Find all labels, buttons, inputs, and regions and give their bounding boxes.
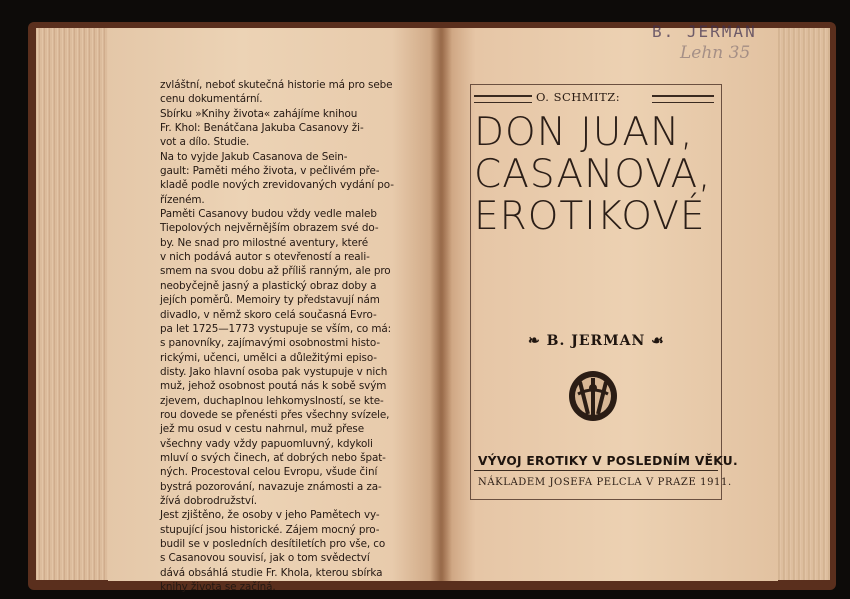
publisher-logo-icon (566, 368, 620, 424)
subtitle-rule (474, 470, 718, 471)
book-subtitle: VÝVOJ EROTIKY V POSLEDNÍM VĚKU. (478, 454, 738, 468)
text-line: kladě podle nových zrevidovaných vydání po- (160, 179, 394, 192)
text-line: Fr. Khol: Benátčana Jakuba Casanovy ži- (160, 122, 364, 135)
text-line: Tiepolových nejvěrnějším obrazem své do- (160, 222, 379, 235)
text-line: stupující jsou historické. Zájem mocný pro- (160, 523, 380, 536)
pencil-annotation: Lehn 35 (680, 43, 751, 63)
title-line-2: CASANOVA, (474, 152, 712, 197)
text-line: muž, jehož osobnost poutá nás k sobě svým (160, 380, 387, 393)
text-line: zjevem, duchaplnou lehkomyslností, se kte- (160, 394, 384, 407)
text-line: Na to vyjde Jakub Casanova de Sein- (160, 150, 348, 163)
translator-name: B. JERMAN (546, 333, 646, 349)
book-gutter (430, 28, 452, 581)
text-line: žívá dobrodružství. (160, 494, 257, 507)
text-line: knihy života se začíná. (160, 581, 276, 594)
title-line-1: DON JUAN, (474, 110, 694, 155)
text-line: neobyčejně jasný a plastický obraz doby a (160, 279, 377, 292)
text-line: disty. Jako hlavní osoba pak vystupuje v nich (160, 365, 388, 378)
author-rule-right (652, 95, 714, 103)
text-line: pa let 1725—1773 vystupuje se vším, co má: (160, 322, 392, 335)
publisher-imprint: NÁKLADEM JOSEFA PELCLA V PRAZE 1911. (478, 477, 732, 488)
text-line: gault: Paměti mého života, v pečlivém pře- (160, 165, 380, 178)
text-line: ných. Procestoval celou Evropu, všude činí (160, 466, 378, 479)
text-line: smem na svou dobu až příliš ranným, ale pro (160, 265, 391, 278)
text-line: řízeném. (160, 193, 205, 206)
text-line: bystrá pozorování, navazuje známosti a za- (160, 480, 382, 493)
text-line: budil se v posledních desítiletích pro vše, co (160, 538, 386, 550)
text-line: dává obsáhlá studie Fr. Khola, kterou sbírka (160, 566, 383, 579)
text-line: v nich podává autor s otevřeností a reali- (160, 251, 370, 264)
text-line: rou dovede se přenésti přes všechny svízele, (160, 408, 390, 421)
text-line: s panovníky, zajímavými osobnostmi histo- (160, 337, 380, 350)
author-rule-left (474, 95, 532, 103)
text-line: Paměti Casanovy budou vždy vedle maleb (160, 208, 377, 221)
translator-line (528, 333, 665, 349)
author-name: O. SCHMITZ: (536, 90, 621, 104)
text-line: divadlo, v němž skoro celá současná Evro- (160, 308, 377, 321)
text-line: mluví o svých činech, ať dobrých nebo špat- (160, 451, 386, 464)
text-line: jež mu osud v cestu nahrnul, muž přese (160, 423, 365, 436)
text-line: všechny vady vždy papuomluvný, kdykoli (160, 437, 373, 450)
text-line: Sbírku »Knihy života« zahájíme knihou (160, 107, 358, 120)
ornament-right-icon: ☙ (651, 333, 665, 349)
owner-stamp: B. JERMAN (652, 22, 757, 41)
text-line: jejích poměrů. Memoiry ty představují nám (160, 294, 380, 307)
text-line: rickými, učenci, umělci a důležitými episo- (160, 351, 377, 364)
text-line: zvláštní, neboť skutečná historie má pro sebe (160, 79, 393, 91)
ornament-left-icon: ❧ (528, 333, 541, 349)
text-line: cenu dokumentární. (160, 93, 263, 106)
text-line: by. Ne snad pro milostné aventury, které (160, 236, 369, 249)
text-line: s Casanovou souvisí, jak o tom svědectví (160, 552, 370, 565)
text-line: Jest zjištěno, že osoby v jeho Pamětech vy- (160, 509, 380, 522)
right-page-edges (772, 28, 830, 580)
left-page-body-text (160, 78, 394, 594)
title-line-3: EROTIKOVÉ (474, 194, 706, 239)
text-line: vot a dílo. Studie. (160, 136, 250, 149)
